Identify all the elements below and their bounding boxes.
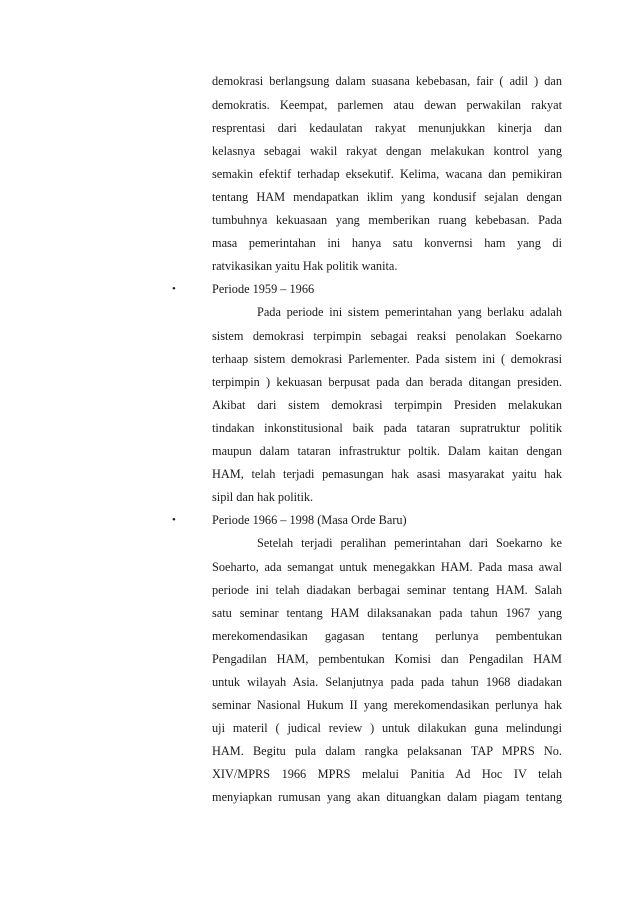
text-line: Akibat dari sistem demokrasi terpimpin Presiden melakukan — [212, 398, 562, 412]
bullet-icon: • — [172, 283, 176, 295]
text-line: maupun dalam tataran infrastruktur poltik. Dalam kaitan dengan — [212, 444, 562, 458]
text-line: sipil dan hak politik. — [212, 490, 314, 504]
text-line: HAM. Begitu pula dalam rangka pelaksanan TAP MPRS No. — [212, 744, 562, 758]
text-line: periode ini telah diadakan berbagai seminar tentang HAM. Salah — [212, 583, 562, 597]
text-line: terpimpin ) kekuasan berpusat pada dan berada ditangan presiden. — [212, 375, 562, 389]
text-line: seminar Nasional Hukum II yang merekomendasikan perlunya hak — [212, 698, 562, 712]
text-line: Pengadilan HAM, pembentukan Komisi dan Pengadilan HAM — [212, 652, 562, 666]
text-line: masa pemerintahan ini hanya satu konvernsi ham yang di — [212, 236, 562, 250]
text-line: Pada periode ini sistem pemerintahan yang berlaku adalah — [257, 305, 562, 319]
text-line: XIV/MPRS 1966 MPRS melalui Panitia Ad Hoc IV telah — [212, 767, 562, 781]
text-line: tindakan inkonstitusional baik pada tataran supratruktur politik — [212, 421, 562, 435]
text-line: ratvikasikan yaitu Hak politik wanita. — [212, 259, 398, 273]
bullet-icon: • — [172, 514, 176, 526]
text-line: HAM, telah terjadi pemasungan hak asasi masyarakat yaitu hak — [212, 467, 562, 481]
text-line: tumbuhnya kekuasaan yang memberikan ruang kebebasan. Pada — [212, 213, 562, 227]
text-line: satu seminar tentang HAM dilaksanakan pada tahun 1967 yang — [212, 606, 562, 620]
text-line: Soeharto, ada semangat untuk menegakkan HAM. Pada masa awal — [212, 560, 562, 574]
text-line: menyiapkan rumusan yang akan dituangkan dalam piagam tentang — [212, 790, 562, 804]
text-line: merekomendasikan gagasan tentang perlunya pembentukan — [212, 629, 562, 643]
text-line: Setelah terjadi peralihan pemerintahan dari Soekarno ke — [257, 536, 562, 550]
text-line: kelasnya sebagai wakil rakyat dengan melakukan kontrol yang — [212, 144, 562, 158]
text-line: demokrasi berlangsung dalam suasana kebebasan, fair ( adil ) dan — [212, 74, 562, 88]
text-line: untuk wilayah Asia. Selanjutnya pada pada tahun 1968 diadakan — [212, 675, 562, 689]
text-line: terhaap sistem demokrasi Parlementer. Pada sistem ini ( demokrasi — [212, 352, 562, 366]
section-heading: Periode 1966 – 1998 (Masa Orde Baru) — [212, 513, 407, 527]
text-line: uji materil ( judical review ) untuk dilakukan guna melindungi — [212, 721, 562, 735]
text-line: resprentasi dari kedaulatan rakyat menunjukkan kinerja dan — [212, 121, 562, 135]
text-line: semakin efektif terhadap eksekutif. Kelima, wacana dan pemikiran — [212, 167, 562, 181]
text-line: sistem demokrasi terpimpin sebagai reaksi penolakan Soekarno — [212, 329, 562, 343]
text-line: tentang HAM mendapatkan iklim yang kondusif sejalan dengan — [212, 190, 562, 204]
section-heading: Periode 1959 – 1966 — [212, 282, 315, 296]
text-line: demokratis. Keempat, parlemen atau dewan perwakilan rakyat — [212, 98, 562, 112]
